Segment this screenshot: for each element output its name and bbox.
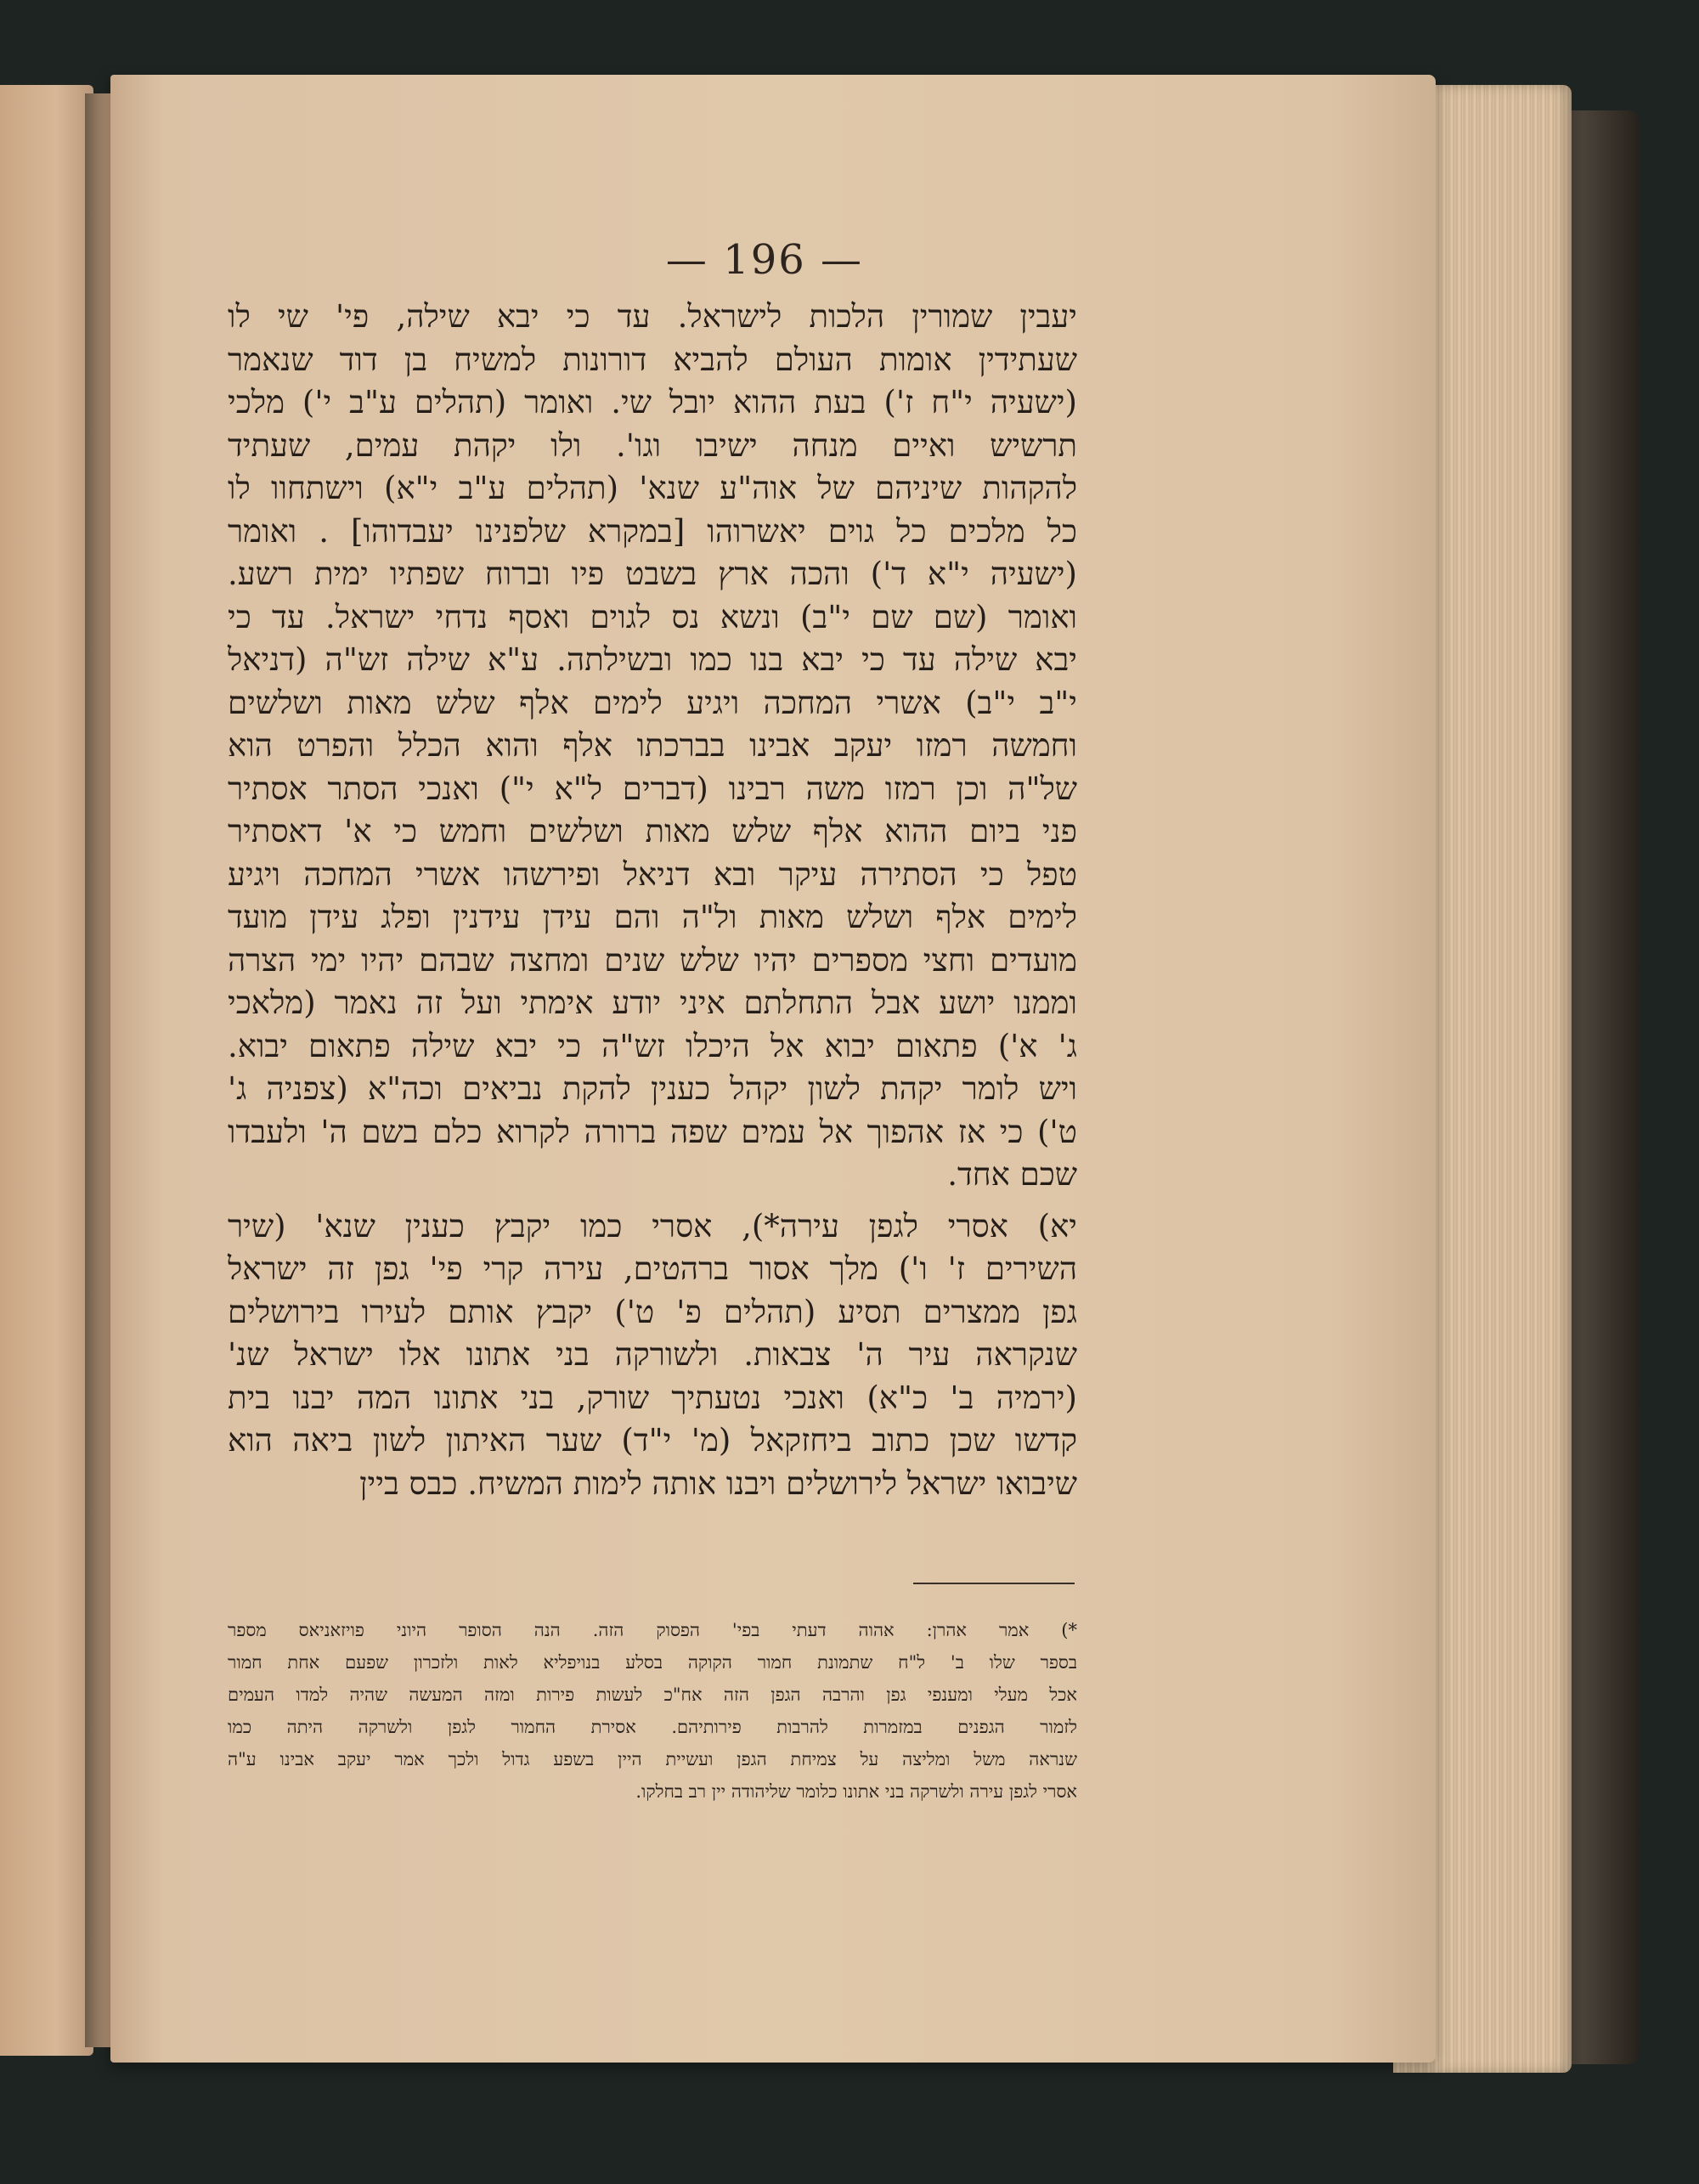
text-line: לימים אלף ושלש מאות ול"ה והם עידן עידנין ופלג עידן מועד [228,899,1077,935]
text-line: שעתידין אומות העולם להביא דורונות למשיח בן דוד שנאמר [228,341,1077,378]
text-line: שנקראה עיר ה' צבאות. ולשורקה בני אתונו אלו ישראל שנ' [228,1336,1077,1373]
page-number: — 196 — [665,236,864,284]
text-line: (ישעיה י"א ד') והכה ארץ בשבט פיו וברוח שפתיו ימית רשע. [228,556,1077,592]
footnote-line: *) אמר אהרן: אהוה דעתי בפי' הפסוק הזה. הנה הסופר היוני פויזאניאס מספר [228,1620,1077,1640]
text-line: יעבין שמורין הלכות לישראל. עד כי יבא שילה, פי' שי לו [228,298,1077,335]
text-line: וחמשה רמזו יעקב אבינו בברכתו אלף והוא הכלל והפרט הוא [228,727,1077,764]
footnote-line: אכל מעלי ומענפי גפן והרבה הגפן הזה אח"כ לעשות פירות ומזה המעשה שהיה למדו העמים [228,1685,1078,1705]
text-line: (ירמיה ב' כ"א) ואנכי נטעתיך שורק, בני אתונו המה יבנו בית [228,1379,1077,1416]
footnote-line: בספר שלו ב' ל"ח שתמונת חמור הקוקה בסלע בנויפליא לאות ולזכרון שפעם אחת חמור [228,1652,1077,1673]
text-line: יבא שילה עד כי יבא בנו כמו ובשילתה. ע"א שילה זש"ה (דניאל [228,641,1077,678]
text-line: כל מלכים כל גוים יאשרוהו [במקרא שלפנינו יעבדוהו] . ואומר [228,512,1077,550]
footnote-line: לזמור הגפנים במזמרות להרבות פירותיהם. אסירת החמור לגפן ולשרקה היתה כמו [228,1717,1077,1737]
left-page-edge [0,85,93,2056]
main-text [228,296,1077,1505]
text-line: השירים ז' ו') מלך אסור ברהטים, עירה קרי פי' גפן זה ישראל [228,1250,1077,1287]
book-page [110,75,1436,2063]
text-line: ואומר (שם שם י"ב) ונשא נס לגוים ואסף נדחי ישראל. עד כי [228,598,1077,635]
footnote-separator [913,1583,1075,1584]
paragraph-shiloh [228,296,1077,1197]
book-gutter [85,93,110,2047]
text-line: קדשו שכן כתוב ביחזקאל (מ' י"ד) שער האיתון לשון ביאה הוא [228,1422,1077,1459]
text-line: יא) אסרי לגפן עירה*), אסרי כמו יקבץ כענין שנא' (שיר [228,1207,1077,1244]
text-line: פני ביום ההוא אלף שלש מאות ושלשים וחמש כי א' דאסתיר [228,813,1077,849]
text-line: ויש לומר יקהת לשון יקהל כענין להקת נביאים וכה"א (צפניה ג' [228,1070,1077,1107]
text-line: תרשיש ואיים מנחה ישיבו וגו'. ולו יקהת עמים, שעתיד [228,426,1077,464]
text-line: של"ה וכן רמזו משה רבינו (דברים ל"א י") ואנכי הסתר אסתיר [228,770,1077,807]
paragraph-osri-lagefen [228,1205,1077,1506]
text-line: גפן ממצרים תסיע (תהלים פ' ט') יקבץ אותם לעירו בירושלים [228,1293,1077,1330]
footnote-line: אסרי לגפן עירה ולשרקה בני אתונו כלומר שליהודה יין רב בחלקו. [635,1781,1077,1802]
text-line: טפל כי הסתירה עיקר ובא דניאל ופירשהו אשרי המחכה ויגיע [228,855,1077,893]
text-line: (ישעיה י"ח ז') בעת ההוא יובל שי. ואומר (תהלים ע"ב י') מלכי [228,384,1077,420]
text-line: שיבואו ישראל לירושלים ויבנו אותה לימות המשיח. כבס ביין [359,1464,1077,1502]
footnote-line: שנראה משל ומליצה על צמיחת הגפן ועשיית היין בשפע גדול ולכך אמר יעקב אבינו ע"ה [228,1749,1077,1769]
text-line: להקהות שיניהם של אוה"ע שנא' (תהלים ע"ב י"א) וישתחוו לו [228,470,1077,506]
text-line: וממנו יושע אבל התחלתם איני יודע אימתי ועל זה נאמר (מלאכי [228,985,1077,1021]
text-line: ג' א') פתאום יבוא אל היכלו זש"ה כי יבא שילה פתאום יבוא. [228,1027,1077,1064]
text-line: מועדים וחצי מספרים יהיו שלש שנים ומחצה שבהם יהיו ימי הצרה [228,941,1077,979]
text-line: שכם אחד. [947,1156,1077,1193]
footnote [228,1614,1077,1808]
text-line: ט') כי אז אהפוך אל עמים שפה ברורה לקרוא כלם בשם ה' ולעבדו [228,1113,1077,1150]
text-line: י"ב י"ב) אשרי המחכה ויגיע לימים אלף שלש מאות ושלשים [228,684,1077,721]
